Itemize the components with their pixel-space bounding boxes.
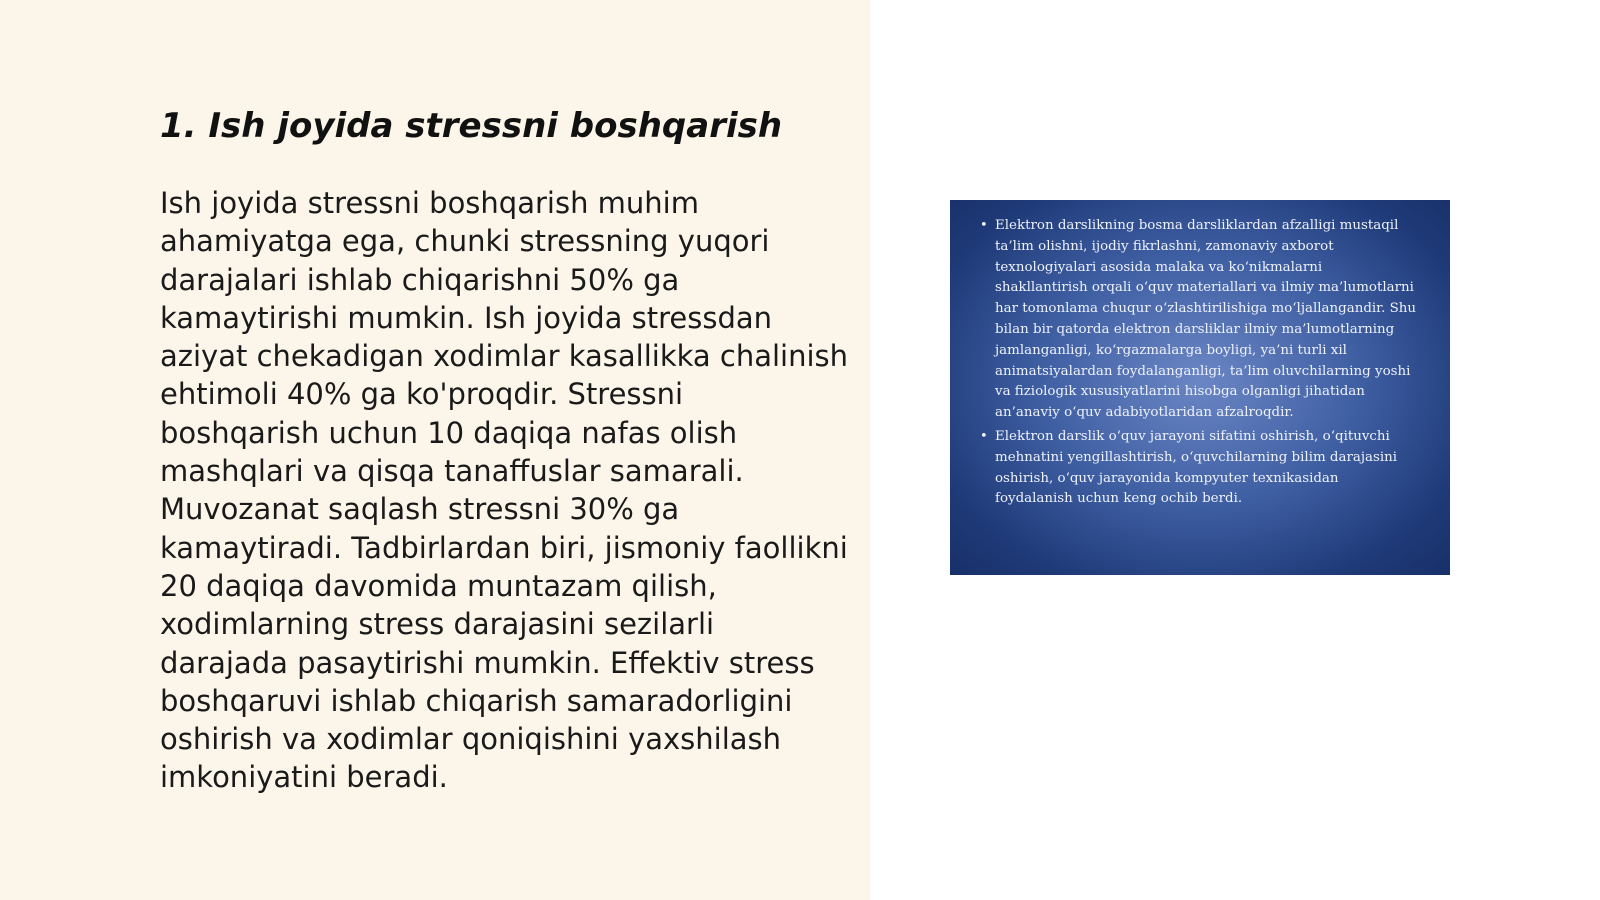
excerpt-bullet-1-text: Elektron darslikning bosma darsliklardan afzalligi mustaqil ta’lim olishni, ijodiy fikrlashni, zamonaviy axborot texnologiyalari asosida malaka va ko‘nikmalarni shakllantirish orqali o‘quv materiallari va ilmiy ma’lumotlarni har tomonlama chuqur o‘zlashtirilishiga mo‘ljallangandir. Shu bilan bir qatorda elektron darsliklar ilmiy ma’lumotlarning jamlanganligi, ko‘rgazmalarga boyligi, ya’ni turli xil animatsiyalardan foydalanganligi, ta’lim oluvchilarning yoshi va fiziologik xususiyatlarini hisobga olganligi jihatidan an’anaviy o‘quv adabiyotlaridan afzalroqdir.: [995, 218, 1417, 421]
excerpt-bullet-list: [980, 216, 1418, 510]
excerpt-bullet-1: [980, 216, 1418, 424]
slide-title: 1. Ish joyida stressni boshqarish: [160, 106, 783, 146]
slide-body-text: Ish joyida stressni boshqarish muhim ahamiyatga ega, chunki stressning yuqori darajalari ishlab chiqarishni 50% ga kamaytirishi mumkin. Ish joyida stressdan aziyat chekadigan xodimlar kasallikka chalinish ehtimoli 40% ga ko'proqdir. Stressni boshqarish uchun 10 daqiqa nafas olish mashqlari va qisqa tanaffuslar samarali. Muvozanat saqlash stressni 30% ga kamaytiradi. Tadbirlardan biri, jismoniy faollikni 20 daqiqa davomida muntazam qilish, xodimlarning stress darajasini sezilarli darajada pasaytirishi mumkin. Effektiv stress boshqaruvi ishlab chiqarish samaradorligini oshirish va xodimlar qoniqishini yaxshilash imkoniyatini beradi.: [160, 186, 849, 795]
bullet-dot-icon: •: [980, 218, 988, 233]
bullet-dot-icon: •: [980, 428, 988, 444]
excerpt-bullet-2: [980, 427, 1418, 510]
textbook-excerpt-image: [950, 200, 1450, 575]
excerpt-bullet-2-text: Elektron darslik o‘quv jarayoni sifatini oshirish, o‘qituvchi mehnatini yengillashtirish, o‘quvchilarning bilim darajasini oshirish, o‘quv jarayonida kompyuter texnikasidan foydalanish uchun keng ochib berdi.: [995, 428, 1398, 507]
